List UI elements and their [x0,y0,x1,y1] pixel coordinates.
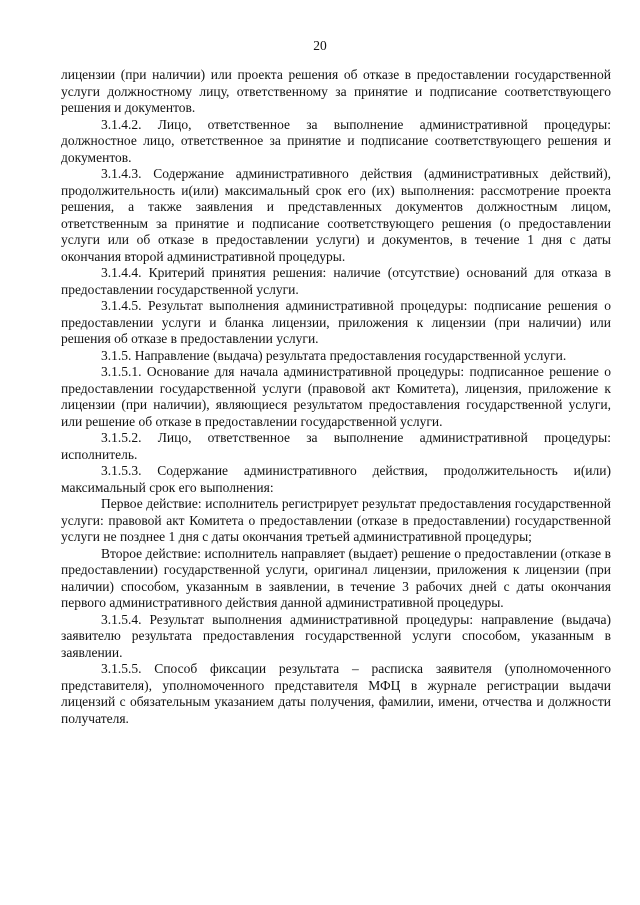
paragraph: 3.1.5.4. Результат выполнения административной процедуры: направление (выдача) заявителю результата предоставления государственной услуги способом, указанным в заявлении. [61,611,611,660]
paragraph: 3.1.4.4. Критерий принятия решения: наличие (отсутствие) оснований для отказа в предоставлении государственной услуги. [61,265,611,297]
paragraph: Первое действие: исполнитель регистрирует результат предоставления государственной услуги: правовой акт Комитета о предоставлении (отказе в предоставлении) государственной услуги не позднее 1 дня с даты окончания третьей административной процедуры; [61,496,611,544]
document-body [61,67,611,727]
paragraph: 3.1.5.2. Лицо, ответственное за выполнение административной процедуры: исполнитель. [61,430,611,462]
paragraph: 3.1.4.2. Лицо, ответственное за выполнение административной процедуры: должностное лицо, ответственное за принятие и подписание соответствующего решения и документов. [61,116,611,165]
paragraph: лицензии (при наличии) или проекта решения об отказе в предоставлении государственной услуги должностному лицу, ответственному за принятие и подписание соответствующего решения и документов. [61,67,611,115]
paragraph: 3.1.5.1. Основание для начала административной процедуры: подписанное решение о предоставлении государственной услуги (правовой акт Комитета), лицензия, приложение к лицензии (при наличии), являющиеся результатом предоставления государственной услуги, или решение об отказе в предоставлении государственной услуги. [61,364,611,429]
paragraph: 3.1.5.3. Содержание административного действия, продолжительность и(или) максимальный срок его выполнения: [61,463,611,495]
paragraph: 3.1.4.3. Содержание административного действия (административных действий), продолжительность и(или) максимальный срок его (их) выполнения: рассмотрение проекта решения, а также заявления и представленных документов должностным лицом, ответственным за принятие и подписание соответствующего решения (о предоставлении услуги или об отказе в предоставлении услуги) и документов, в течение 1 дня с даты окончания второй административной процедуры. [61,166,611,264]
page-number: 20 [313,38,327,53]
paragraph: 3.1.5.5. Способ фиксации результата – расписка заявителя (уполномоченного представителя), уполномоченного представителя МФЦ в журнале регистрации выдачи лицензий с обязательным указанием даты получения, фамилии, имени, отчества и должности получателя. [61,661,611,726]
paragraph: 3.1.4.5. Результат выполнения административной процедуры: подписание решения о предоставлении услуги и бланка лицензии, приложения к лицензии (при наличии) или решения об отказе в предоставлении услуги. [61,298,611,346]
paragraph: Второе действие: исполнитель направляет (выдает) решение о предоставлении (отказе в предоставлении) государственной услуги, оригинал лицензии, приложения к лицензии (при наличии) способом, указанным в заявлении, в течение 3 рабочих дней с даты окончания первого административного действия данной административной процедуры. [61,545,611,610]
paragraph: 3.1.5. Направление (выдача) результата предоставления государственной услуги. [101,347,567,363]
